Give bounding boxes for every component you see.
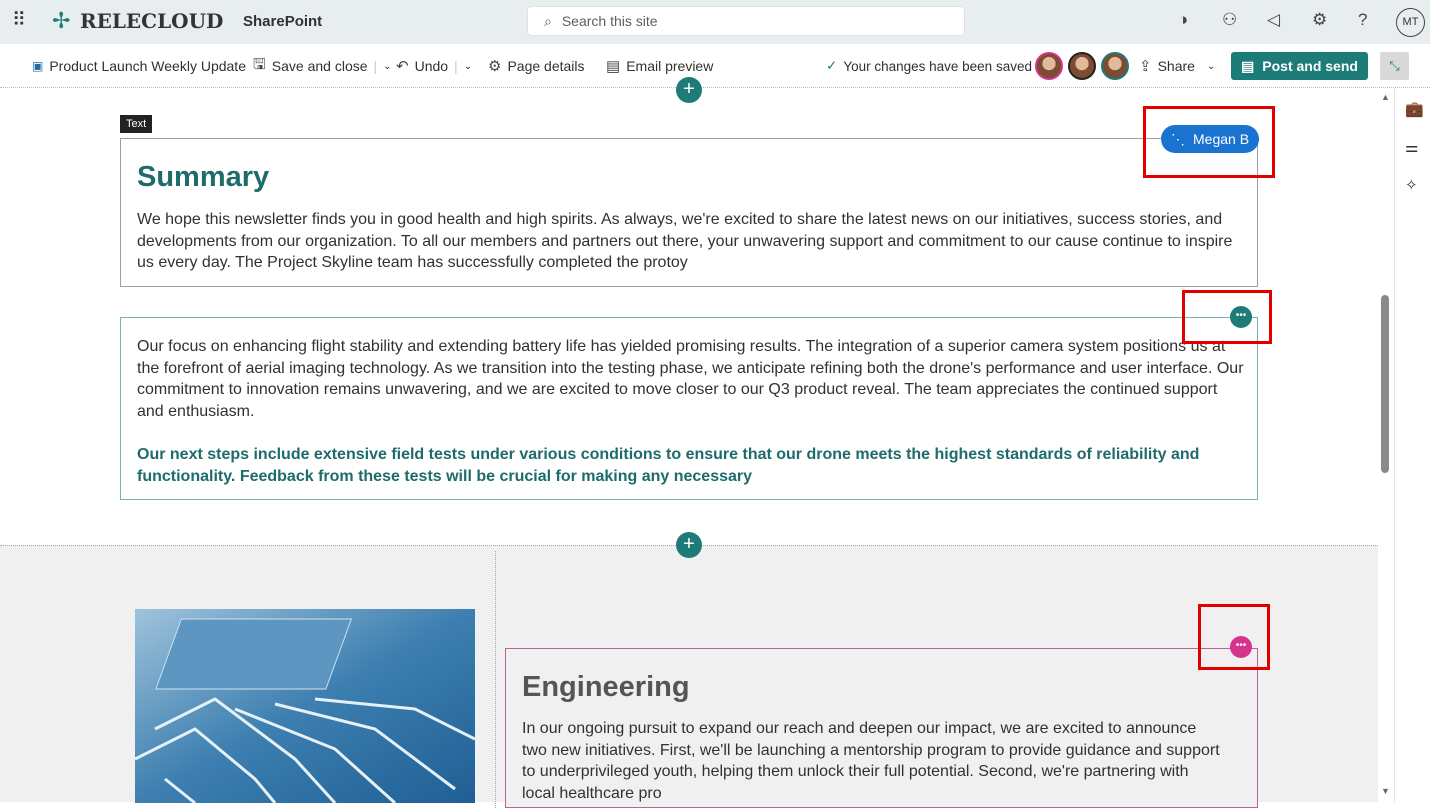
typing-icon: ⋱ <box>1171 130 1185 147</box>
engineering-body[interactable]: In our ongoing pursuit to expand our reach and deepen our impact, we are excited to announce two new initiatives. First, we'll be launching a mentorship program to provide guidance and support to underprivileged youth, helping them unlock their full potential. Second, we're partnering with local healthcare pro <box>522 720 1220 803</box>
check-icon: ✓ <box>826 58 838 73</box>
search-input[interactable] <box>527 6 965 36</box>
command-bar <box>0 44 1430 88</box>
add-section-button[interactable]: + <box>676 77 702 103</box>
engineering-text-webpart[interactable] <box>505 648 1258 808</box>
highlight-box <box>1182 290 1272 344</box>
page-icon: ▣ <box>32 59 44 73</box>
paragraph-highlight[interactable]: Our next steps include extensive field tests under various conditions to ensure that our drone meets the highest standards of reliability and functionality. Feedback from these tests will be crucial for making any necessary <box>137 446 1200 485</box>
design-ideas-icon[interactable]: ✧ <box>1405 177 1418 194</box>
undo-label: Undo <box>414 58 449 74</box>
app-launcher-icon[interactable]: ⠿ <box>12 10 26 31</box>
scrollbar-thumb[interactable] <box>1381 295 1389 473</box>
page-details-button[interactable] <box>488 44 585 88</box>
email-preview-icon: ▤ <box>606 58 621 75</box>
undo-button[interactable]: ↶ Undo | ⌄ <box>396 58 473 75</box>
summary-heading: Summary <box>137 161 270 193</box>
undo-icon: ↶ <box>396 58 409 75</box>
presence-name: Megan B <box>1193 131 1250 147</box>
search-placeholder: Search this site <box>561 13 658 29</box>
share-label: Share <box>1157 58 1195 74</box>
gear-icon: ⚙ <box>488 58 502 75</box>
share-icon: ⇪ <box>1139 58 1152 75</box>
coauthor-avatar[interactable] <box>1068 52 1096 80</box>
add-section-button[interactable]: + <box>676 532 702 558</box>
presence-dot-teal: ••• <box>1230 306 1252 328</box>
right-rail <box>1394 88 1430 802</box>
brand-name[interactable]: RELECLOUD <box>80 9 224 33</box>
circuit-board-image[interactable] <box>135 609 475 803</box>
chevron-down-icon[interactable]: ⌄ <box>383 60 392 72</box>
presence-dot-pink: ••• <box>1230 636 1252 658</box>
engineering-heading: Engineering <box>522 671 690 703</box>
share-button[interactable] <box>1139 44 1215 88</box>
post-and-send-button[interactable] <box>1231 52 1368 80</box>
post-label: Post and send <box>1262 58 1358 74</box>
teams-icon[interactable]: ⚇ <box>1222 10 1238 29</box>
save-and-close-button[interactable]: 🖫 Save and close | ⌄ <box>253 44 392 88</box>
collapse-button[interactable]: ⤡ <box>1380 52 1409 80</box>
coauthor-avatar[interactable] <box>1101 52 1129 80</box>
send-icon: ▤ <box>1241 57 1255 74</box>
highlight-box <box>1198 604 1270 670</box>
search-icon: ⌕ <box>544 12 552 29</box>
paragraph-body[interactable]: Our focus on enhancing flight stability and extending battery life has yielded promising results. The integration of a superior camera system positions us at the forefront of aerial imaging technology. As we transition into the testing phase, we anticipate refining both the drone's performance and user interface. Our commitment to innovation remains unwavering, and we are excited to move closer to our Q3 product reveal. The team appreciates the continued support and enthusiasm. <box>137 338 1244 421</box>
properties-icon[interactable]: ⚌ <box>1405 139 1419 156</box>
webpart-tag: Text <box>120 115 152 133</box>
save-status <box>826 44 1032 88</box>
email-preview-label: Email preview <box>626 58 714 74</box>
text-webpart[interactable] <box>120 317 1258 500</box>
relecloud-logo-icon: ✢ <box>52 8 71 33</box>
megaphone-icon[interactable]: ◁ <box>1267 10 1281 29</box>
summary-text-webpart[interactable] <box>120 138 1258 287</box>
status-text: Your changes have been saved <box>843 58 1032 74</box>
user-avatar[interactable]: MT <box>1396 8 1425 37</box>
copilot-icon[interactable]: ◑ <box>1178 10 1189 29</box>
toolbox-icon[interactable]: 💼 <box>1405 101 1424 118</box>
save-label: Save and close <box>271 58 368 74</box>
summary-body[interactable]: We hope this newsletter finds you in good health and high spirits. As always, we're excited to share the latest news on our initiatives, success stories, and developments from our organization. To all our members and partners out there, your unwavering support and commitment to our cause continue to inspire us every day. The Project Skyline team has successfully completed the protoy <box>137 211 1233 272</box>
chevron-down-icon: ⌄ <box>1206 60 1216 72</box>
suite-header <box>0 0 1430 44</box>
coauthor-avatar[interactable] <box>1035 52 1063 80</box>
settings-icon[interactable]: ⚙ <box>1312 10 1328 29</box>
save-icon: 🖫 <box>253 55 266 73</box>
help-icon[interactable]: ? <box>1358 10 1368 29</box>
page-name-text: Product Launch Weekly Update <box>49 58 246 74</box>
scrollbar[interactable]: ▲ ▼ <box>1378 88 1394 802</box>
highlight-box <box>1143 106 1275 178</box>
page-name <box>32 44 246 88</box>
app-name[interactable]: SharePoint <box>243 13 323 30</box>
chevron-down-icon[interactable]: ⌄ <box>463 60 473 72</box>
page-details-label: Page details <box>507 58 585 74</box>
